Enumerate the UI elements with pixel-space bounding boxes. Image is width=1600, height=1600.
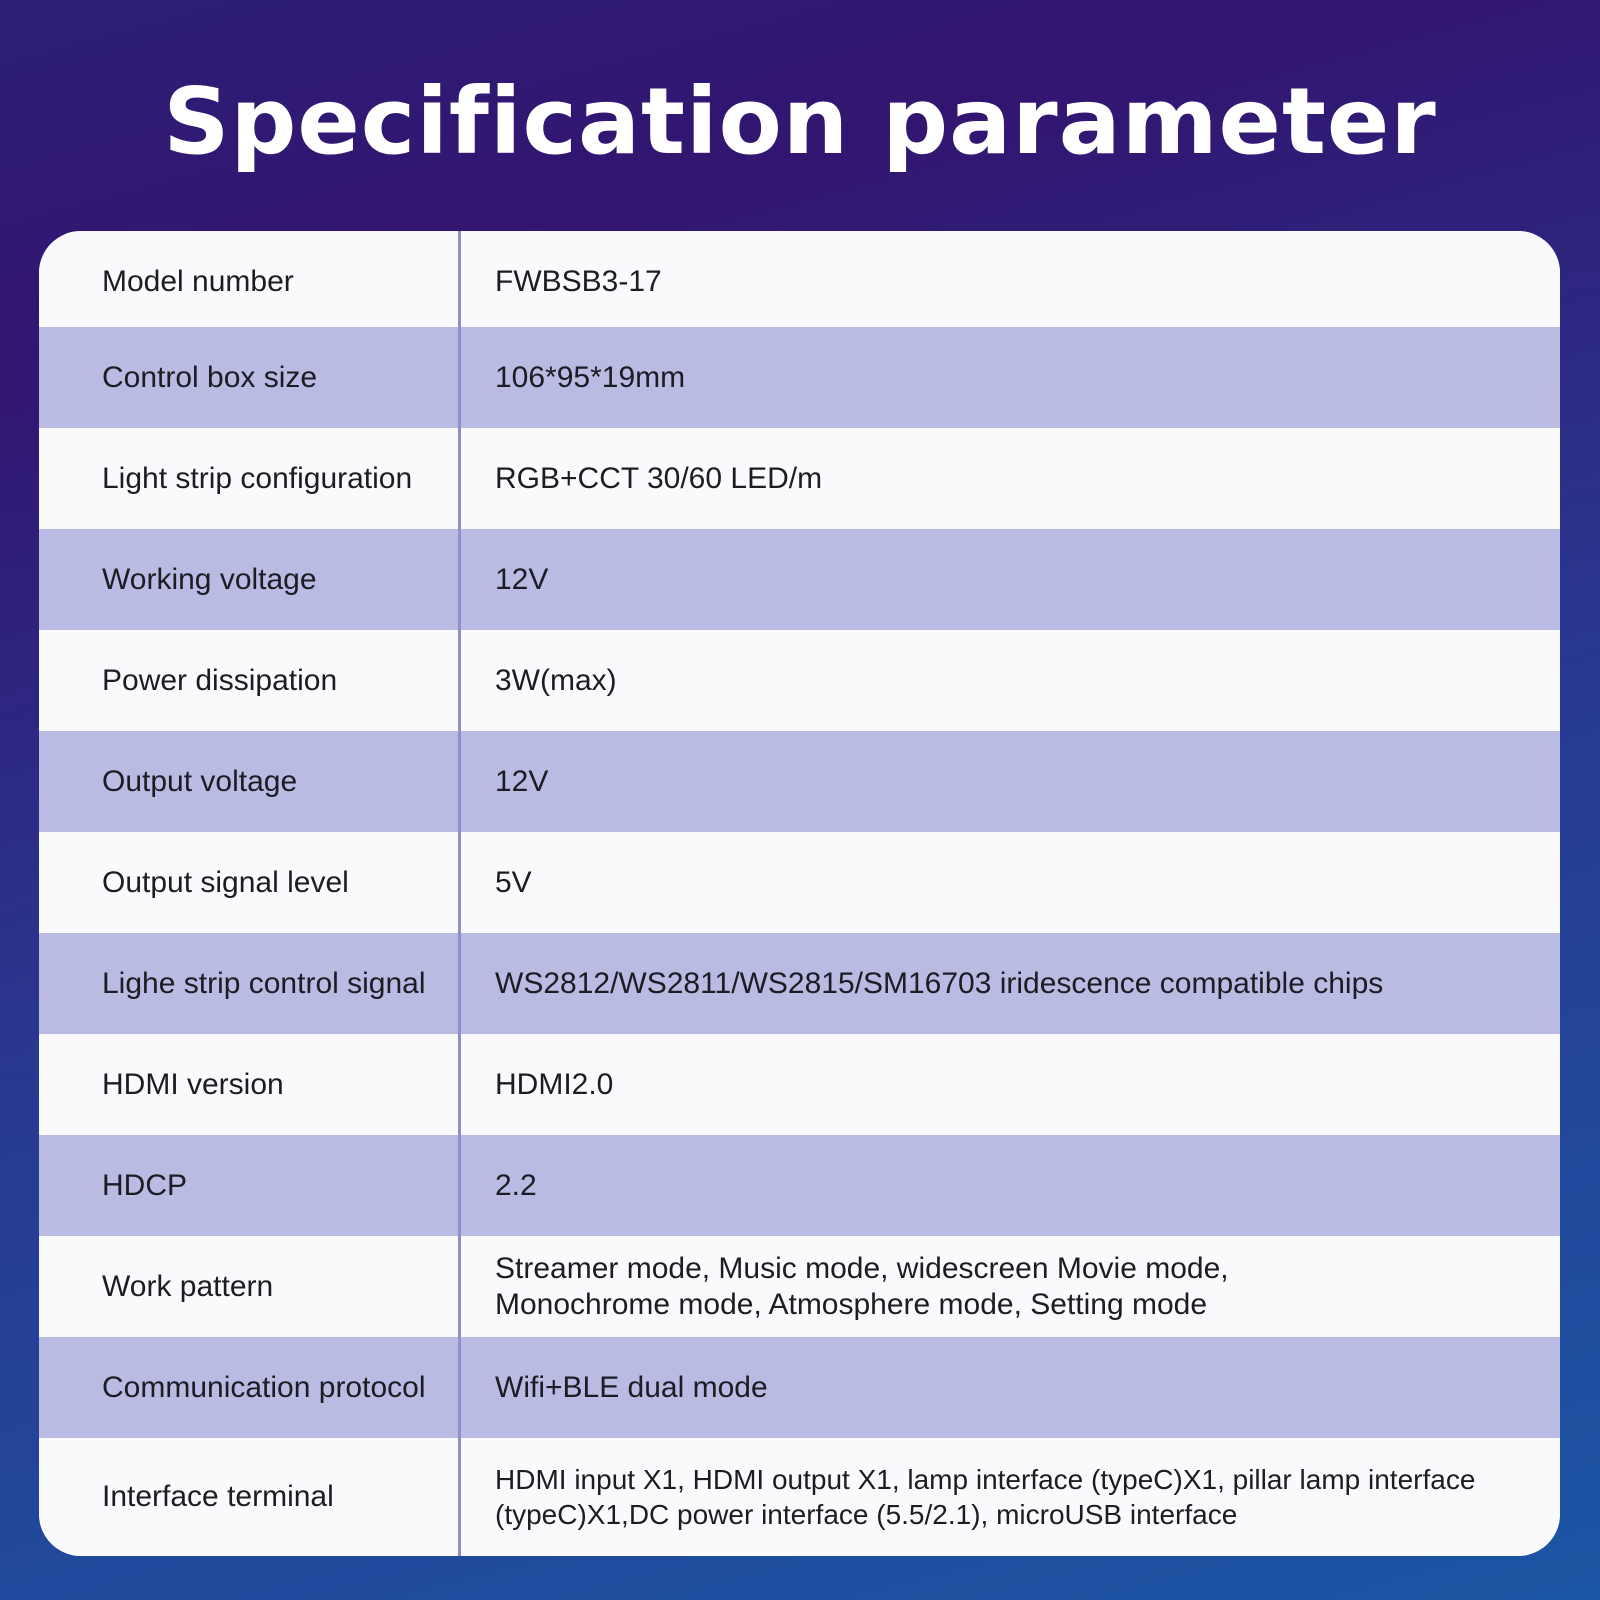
row-value: 12V: [495, 562, 549, 596]
row-label: Output voltage: [102, 764, 298, 798]
spec-table: [39, 231, 1560, 1556]
table-row: [39, 1337, 1560, 1438]
table-row: [39, 1438, 1560, 1556]
row-value: 5V: [495, 865, 532, 899]
row-label: HDCP: [102, 1168, 188, 1202]
row-value: RGB+CCT 30/60 LED/m: [495, 461, 823, 495]
row-value: 106*95*19mm: [495, 360, 686, 394]
page-title: Specification parameter: [163, 68, 1437, 175]
row-value: 12V: [495, 764, 549, 798]
row-label: Lighe strip control signal: [102, 966, 426, 1000]
row-label: Light strip configuration: [102, 461, 413, 495]
table-row: [39, 630, 1560, 731]
row-label: HDMI version: [102, 1067, 284, 1101]
row-value: HDMI input X1, HDMI output X1, lamp interface (typeC)X1, pillar lamp interface (typeC)X1,DC power interface (5.5/2.1), microUSB interface: [495, 1464, 1476, 1530]
table-row: [39, 529, 1560, 630]
table-row: [39, 731, 1560, 832]
row-label: Model number: [102, 264, 294, 298]
table-row: [39, 327, 1560, 428]
row-value: Wifi+BLE dual mode: [495, 1370, 768, 1404]
row-label: Output signal level: [102, 865, 349, 899]
table-row: [39, 933, 1560, 1034]
row-value: HDMI2.0: [495, 1067, 614, 1101]
table-row: [39, 1135, 1560, 1236]
row-label: Communication protocol: [102, 1370, 426, 1404]
row-value: WS2812/WS2811/WS2815/SM16703 iridescence compatible chips: [495, 966, 1384, 1000]
row-value: Streamer mode, Music mode, widescreen Movie mode, Monochrome mode, Atmosphere mode, Setting mode: [495, 1251, 1229, 1321]
table-row: [39, 231, 1560, 332]
row-value: 3W(max): [495, 663, 617, 697]
row-label: Power dissipation: [102, 663, 338, 697]
row-value: FWBSB3-17: [495, 264, 662, 298]
table-row: [39, 832, 1560, 933]
row-label: Work pattern: [102, 1269, 274, 1303]
row-label: Working voltage: [102, 562, 317, 596]
table-row: [39, 1034, 1560, 1135]
row-value: 2.2: [495, 1168, 537, 1202]
table-row: [39, 1236, 1560, 1337]
table-row: [39, 428, 1560, 529]
row-label: Control box size: [102, 360, 318, 394]
row-label: Interface terminal: [102, 1480, 334, 1513]
column-divider: [458, 231, 461, 1556]
